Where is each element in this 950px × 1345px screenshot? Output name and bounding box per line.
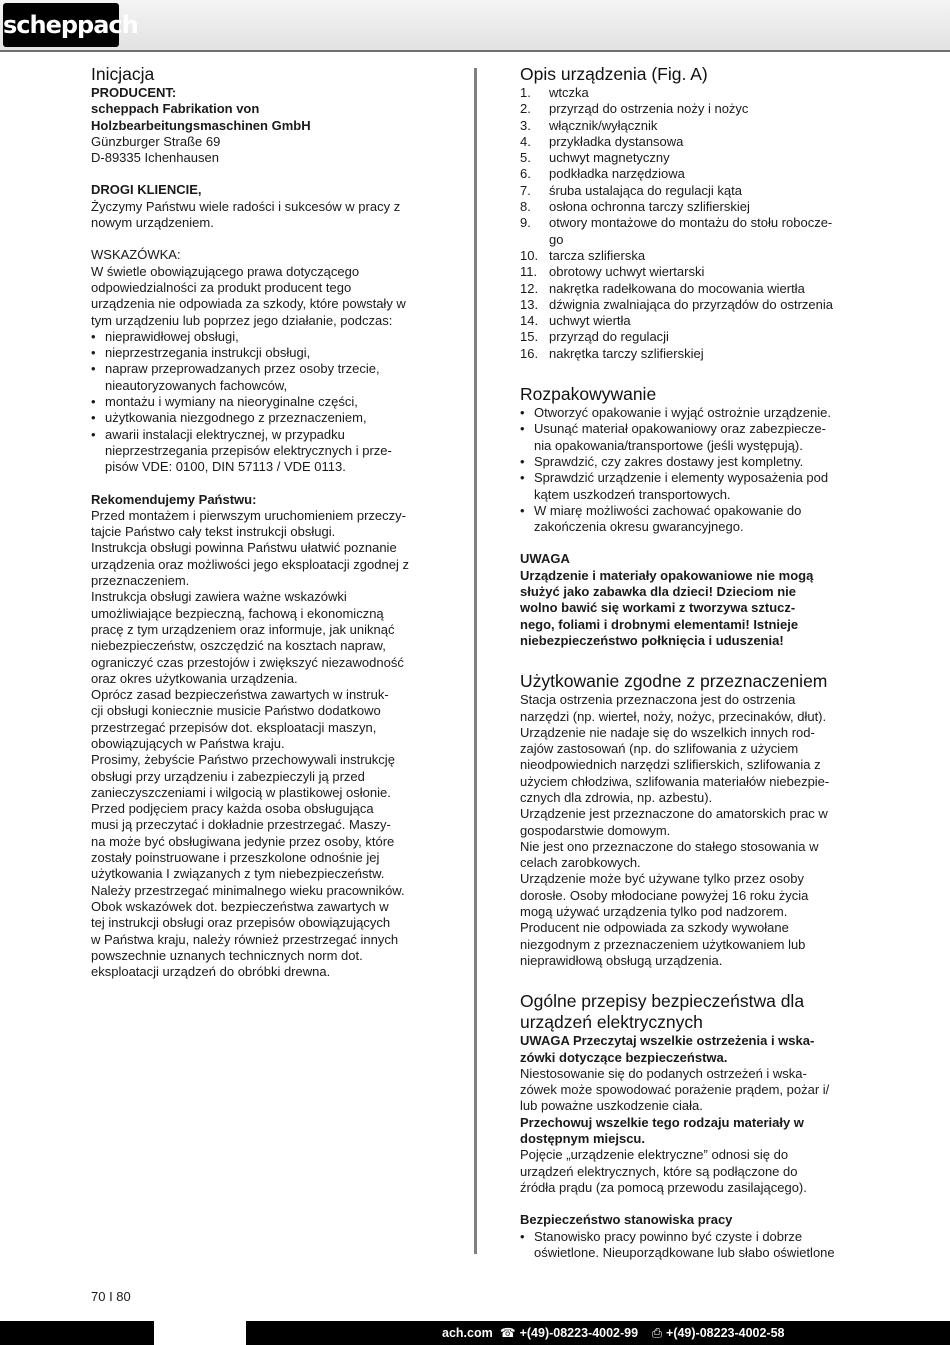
section-title-intended-use: Użytkowanie zgodne z przeznaczeniem <box>520 671 828 692</box>
safety-paragraph <box>520 1066 860 1115</box>
fax-icon: ⎙ <box>652 1326 663 1340</box>
list-item: • Otworzyć opakowanie i wyjąć ostrożnie urządzenie. <box>520 405 860 421</box>
phone-icon: ☎ <box>500 1326 516 1340</box>
page-number: 70 I 80 <box>91 1289 131 1304</box>
list-item: • nieprzestrzegania instrukcji obsługi, <box>91 345 431 361</box>
text-line: urządzenia nie odpowiada za szkody, które powstały w <box>91 296 406 312</box>
text-line: ograniczyć czas przestojów i zwiększyć niezawodność <box>91 654 404 670</box>
text-line: użyciem chłodziwa, szlifowania materiałów niebezpie- <box>520 773 830 789</box>
list-item: 10. tarcza szlifierska <box>520 247 646 263</box>
list-item: • Stanowisko pracy powinno być czyste i dobrze oświetlone. Nieuporządkowane lub słabo oświetlone <box>520 1229 860 1262</box>
producer-name-line-1: scheppach Fabrikation von <box>91 101 260 117</box>
list-item: • montażu i wymiany na nieoryginalne części, <box>91 394 431 410</box>
text-line: tej instrukcji obsługi oraz przepisów obowiązujących <box>91 915 391 931</box>
text-line: Urządzenie jest przeznaczone do amatorskich prac w <box>520 806 828 822</box>
text-line: niezgodnym z przeznaczeniem użytkowaniem lub <box>520 936 806 952</box>
text-line: Nie jest ono przeznaczone do stałego stosowania w <box>520 838 819 854</box>
list-item: 11. obrotowy uchwyt wiertarski <box>520 264 705 280</box>
text-line: oraz okres użytkowania urządzenia. <box>91 670 298 686</box>
right-column <box>520 64 860 1261</box>
website-fragment[interactable]: ach.com <box>442 1326 493 1340</box>
list-item: 12. nakrętka radełkowana do mocowania wiertła <box>520 280 805 296</box>
list-item: 15. przyrząd do regulacji <box>520 329 669 345</box>
text-line: umożliwiające bezpieczną, fachową i ekonomiczną <box>91 605 384 621</box>
phone-value: +(49)-08223-4002-99 <box>519 1326 639 1340</box>
workplace-heading: Bezpieczeństwo stanowiska pracy <box>520 1212 733 1228</box>
safety-warning: zówki dotyczące bezpieczeństwa. <box>520 1049 728 1065</box>
text-line: obsługi przy urządzeniu i zabezpieczyli ją przed <box>91 768 365 784</box>
text-line: cji obsługi koniecznie musicie Państwo dodatkowo <box>91 703 381 719</box>
note-paragraph <box>91 264 431 329</box>
text-line: cznych dla zdrowia, np. azbestu). <box>520 789 713 805</box>
dear-customer-text: Życzymy Państwu wiele radości i sukcesów w pracy z <box>91 198 401 214</box>
address-line-2: D-89335 Ichenhausen <box>91 150 219 166</box>
text-line: wolno bawić się workami z tworzywa sztucz- <box>520 600 796 616</box>
text-line: Pojęcie „urządzenie elektryczne” odnosi się do <box>520 1147 789 1163</box>
list-item: • użytkowania niezgodnego z przeznaczeniem, <box>91 410 431 426</box>
list-item: 1. wtczka <box>520 85 589 100</box>
text-line: powszechnie uznanych technicznych norm dot. <box>91 947 363 963</box>
text-line: zanieczyszczeniami i wilgocią w plastikowej osłonie. <box>91 784 391 800</box>
text-line: służyć jako zabawka dla dzieci! Dzieciom nie <box>520 584 796 600</box>
text-line: urządzenia oraz możliwości jego eksploatacji zgodnej z <box>91 556 409 572</box>
text-line: Przed podjęciem pracy każda osoba obsługująca <box>91 801 374 817</box>
text-line: celach zarobkowych. <box>520 855 641 871</box>
text-line: odpowiedzialności za produkt producent tego <box>91 279 352 295</box>
text-line: nieprawidłową obsługą urządzenia. <box>520 952 723 968</box>
unpack-bullet-list <box>520 405 860 535</box>
list-item: • nieprawidłowej obsługi, <box>91 329 431 345</box>
text-line: Instrukcja obsługi powinna Państwu ułatwić poznanie <box>91 540 397 556</box>
recommend-paragraph <box>91 508 431 981</box>
producer-label: PRODUCENT: <box>91 85 177 100</box>
text-line: dorosłe. Osoby młodociane powyżej 16 roku życia <box>520 887 809 903</box>
text-line: zajów zastosowań (np. do szlifowania z użyciem <box>520 741 799 757</box>
list-item: • Sprawdzić, czy zakres dostawy jest kompletny. <box>520 454 860 470</box>
list-item: 6. podkładka narzędziowa <box>520 166 685 182</box>
text-line: użytkowania I związanych z tym niebezpieczeństw. <box>91 866 385 882</box>
text-line: niebezpieczeństw, oszczędzić na kosztach napraw, <box>91 638 386 654</box>
list-item: • awarii instalacji elektrycznej, w przypadku nieprzestrzegania przepisów elektrycznych i prze- pisów VDE: 0100, DIN 57113 / VDE 0113. <box>91 427 431 476</box>
warning-label: UWAGA <box>520 551 570 567</box>
phone-number <box>500 1321 638 1345</box>
text-line: urządzeń elektrycznych, które są podłączone do <box>520 1163 798 1179</box>
text-line: narzędzi (np. wierteł, noży, nożyc, przecinaków, dłut). <box>520 708 827 724</box>
fax-value: +(49)-08223-4002-58 <box>666 1326 785 1340</box>
list-item: • W miarę możliwości zachować opakowanie do zakończenia okresu gwarancyjnego. <box>520 503 860 536</box>
text-line: niebezpieczeństwo połknięcia i uduszenia! <box>520 632 784 648</box>
section-title-inicjacja: Inicjacja <box>91 64 155 84</box>
text-line: mogą używać urządzenia tylko pod nadzorem. <box>520 904 788 920</box>
text-line: eksploatacji urządzeń do obróbki drewna. <box>91 964 331 980</box>
list-item: 4. przykładka dystansowa <box>520 133 684 149</box>
section-title-safety: urządzeń elektrycznych <box>520 1012 703 1033</box>
text-line: Obok wskazówek dot. bezpieczeństwa zawartych w <box>91 898 389 914</box>
footer-contact-bar <box>246 1321 950 1345</box>
list-item: • Usunąć materiał opakowaniowy oraz zabezpiecze- nia opakowania/transportowe (jeśli występują). <box>520 421 860 454</box>
safety-warning: UWAGA Przeczytaj wszelkie ostrzeżenia i wska- <box>520 1033 815 1049</box>
scheppach-logo: scheppach <box>3 3 119 47</box>
text-line: nego, foliami i drobnymi elementami! Istnieje <box>520 616 799 632</box>
text-line: Przed montażem i pierwszym uruchomieniem przeczy- <box>91 507 406 523</box>
text-line: Prosimy, żebyście Państwo przechowywali instrukcję <box>91 752 395 768</box>
list-item: 8. osłona ochronna tarczy szlifierskiej <box>520 199 750 215</box>
producer-name-line-2: Holzbearbeitungsmaschinen GmbH <box>91 117 311 133</box>
note-heading: WSKAZÓWKA: <box>91 247 181 263</box>
text-line: w Państwa kraju, należy również przestrzegać innych <box>91 931 399 947</box>
section-title-rozpakowywanie: Rozpakowywanie <box>520 384 657 405</box>
list-item: 2. przyrząd do ostrzenia noży i nożyc <box>520 101 749 117</box>
text-line: na może być obsługiwana jedynie przez osoby, które <box>91 833 395 849</box>
list-item: • napraw przeprowadzanych przez osoby trzecie, nieautoryzowanych fachowców, <box>91 361 431 394</box>
text-line: Niestosowanie się do podanych ostrzeżeń i wska- <box>520 1065 807 1081</box>
text-line: tym urządzeniu lub poprzez jego działanie, podczas: <box>91 312 393 328</box>
workplace-bullet-list <box>520 1229 860 1262</box>
list-item: 3. włącznik/wyłącznik <box>520 117 658 133</box>
text-line: źródła prądu (za pomocą przewodu zasilającego). <box>520 1179 807 1195</box>
section-title-opis: Opis urządzenia (Fig. A) <box>520 64 708 84</box>
text-line: Producent nie odpowiada za szkody wywołane <box>520 920 789 936</box>
text-line: Stacja ostrzenia przeznaczona jest do ostrzenia <box>520 692 796 708</box>
text-line: obowiązujących w Państwa kraju. <box>91 735 285 751</box>
text-line: tajcie Państwo cały tekst instrukcji obsługi. <box>91 524 336 540</box>
safety-keep-note: dostępnym miejscu. <box>520 1131 645 1147</box>
text-line: pracę z tym urządzeniem oraz informuje, jak uniknąć <box>91 621 395 637</box>
text-line: Urządzenie i materiały opakowaniowe nie mogą <box>520 567 814 583</box>
warning-paragraph <box>520 568 860 649</box>
text-line: gospodarstwie domowym. <box>520 822 671 838</box>
text-line: Oprócz zasad bezpieczeństwa zawartych w instruk- <box>91 687 389 703</box>
fax-number <box>652 1321 785 1345</box>
text-line: Urządzenie może być używane tylko przez osoby <box>520 871 804 887</box>
text-line: musi ją przeczytać i dokładnie przestrzegać. Maszy- <box>91 817 391 833</box>
text-line: Należy przestrzegać minimalnego wieku pracowników. <box>91 882 405 898</box>
text-line: przeznaczeniem. <box>91 573 190 589</box>
header-band <box>0 0 950 52</box>
text-line: Urządzenie nie nadaje się do wszelkich innych rod- <box>520 724 815 740</box>
text-line: Instrukcja obsługi zawiera ważne wskazówki <box>91 589 347 605</box>
recommend-heading: Rekomendujemy Państwu: <box>91 491 257 507</box>
text-line: nieodpowiednich narzędzi szlifierskich, szlifowania z <box>520 757 821 773</box>
list-item: 14. uchwyt wiertła <box>520 313 631 329</box>
safety-definition <box>520 1147 860 1196</box>
text-line: W świetle obowiązującego prawa dotyczącego <box>91 263 360 279</box>
intended-use-paragraph <box>520 692 860 969</box>
dear-customer-heading: DROGI KLIENCIE, <box>91 182 202 198</box>
safety-keep-note: Przechowuj wszelkie tego rodzaju materiały w <box>520 1114 804 1130</box>
list-item: 5. uchwyt magnetyczny <box>520 150 670 166</box>
liability-bullet-list <box>91 329 431 476</box>
list-item: 16. nakrętka tarczy szlifierskiej <box>520 345 704 361</box>
section-title-safety: Ogólne przepisy bezpieczeństwa dla <box>520 991 805 1012</box>
column-divider <box>474 68 477 1254</box>
footer-black-block <box>0 1321 154 1345</box>
list-item: 7. śruba ustalająca do regulacji kąta <box>520 182 742 198</box>
list-item: • Sprawdzić urządzenie i elementy wyposażenia pod kątem uszkodzeń transportowych. <box>520 470 860 503</box>
text-line: przestrzegać przepisów dot. eksploatacji maszyn, <box>91 719 377 735</box>
parts-list <box>520 85 860 362</box>
text-line: zostały poinstruowane i przeszkolone odnośnie jej <box>91 850 380 866</box>
text-line: lub poważne uszkodzenie ciała. <box>520 1098 703 1114</box>
list-item: 9. otwory montażowe do montażu do stołu robocze- go <box>520 215 833 247</box>
list-item: 13. dźwignia zwalniająca do przyrządów do ostrzenia <box>520 296 833 312</box>
address-line-1: Günzburger Straße 69 <box>91 133 221 149</box>
text-line: zówek może spowodować porażenie prądem, pożar i/ <box>520 1082 830 1098</box>
dear-customer-text: nowym urządzeniem. <box>91 215 214 231</box>
left-column <box>91 64 431 980</box>
